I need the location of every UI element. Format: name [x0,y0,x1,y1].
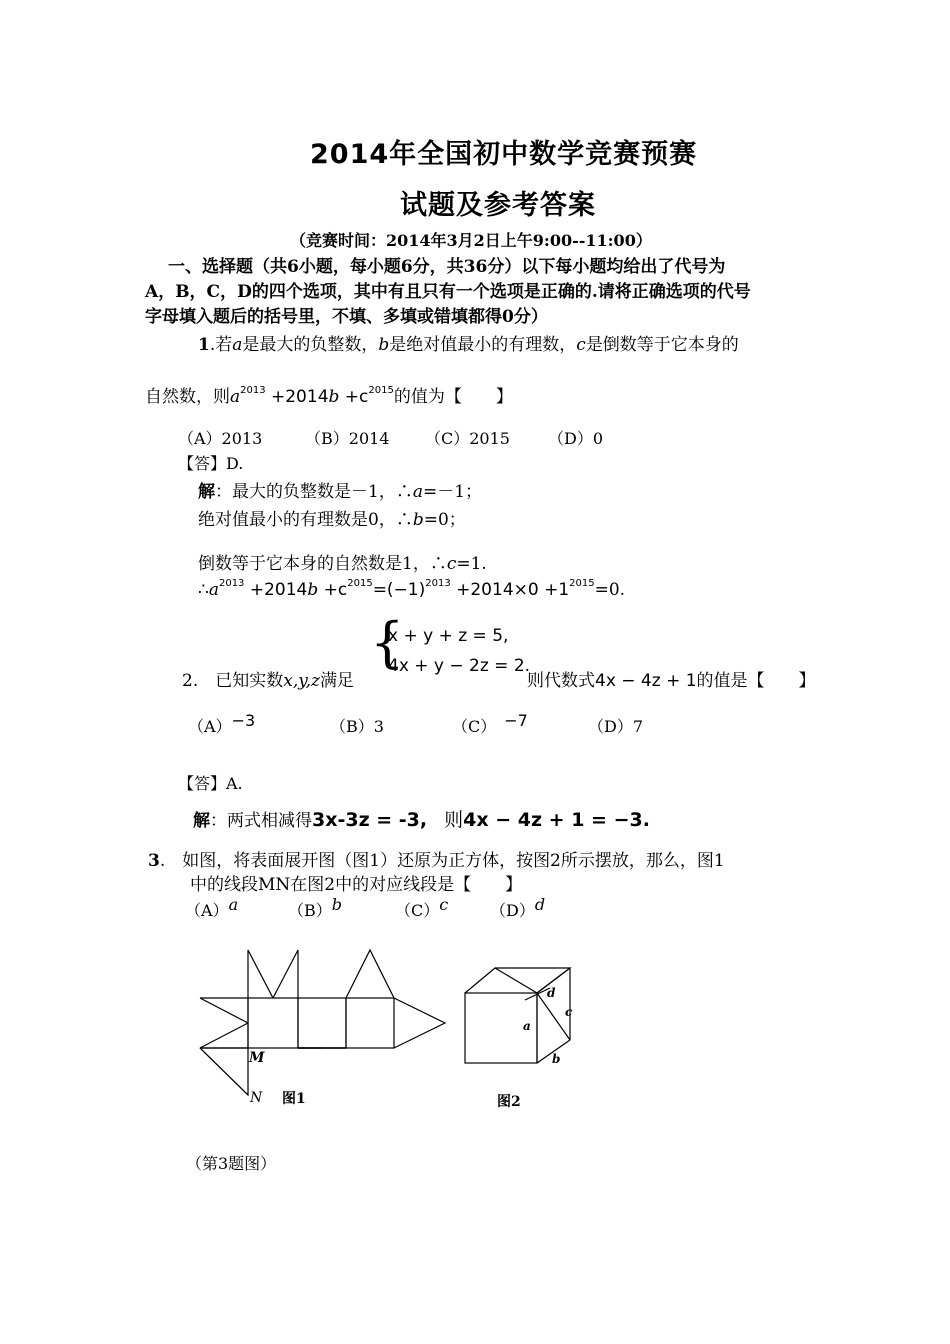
label-a: a [523,1019,531,1033]
system-brace: { [370,611,405,674]
label-n: N [250,1090,263,1106]
q1-option-a: （A）2013 [178,429,263,448]
exam-time: （竞赛时间：2014年3月2日上午9:00--11:00） [290,231,652,250]
label-m: M [249,1050,265,1066]
var-a: a [232,335,243,355]
var-c: c [576,335,586,355]
q2-option-b: （B）3 [330,717,384,736]
q1-solution-line4: $\therefore a^{2013} +2014b +c^{2015}=(-1)^{2013} +2014\times 0 +1^{2015}=0$. [198,578,626,600]
q3-stem-line1: 3. 如图，将表面展开图（图1）还原为正方体，按图2所示摆放，那么，图1 [148,851,725,871]
q1-number: 1 [198,335,210,355]
q1-answer: 【答】D. [178,454,244,473]
q2-solution: 解：两式相减得3x-3z = -3, 则4x − 4z + 1 = −3. [193,809,650,831]
figure-2-caption: 图2 [497,1094,521,1110]
q1-stem-line2: 自然数，则$a^{2013} +2014b +c^{2015}$的值为【 】 [145,385,513,407]
q2-option-a: （A）−3 [188,711,256,736]
q1-solution-line3: 倒数等于它本身的自然数是1，∴c=1. [198,554,487,574]
label-c: c [565,1005,573,1019]
segment-mn [200,1048,248,1095]
q3-option-b: （B）b [288,895,343,920]
q1-solution-line2: 绝对值最小的有理数是0，∴b=0； [198,510,466,530]
q1-option-d: （D）0 [548,429,604,448]
q1-solution-line1: 解：最大的负整数是－1，∴a=－1； [198,482,483,502]
label-d: d [547,986,556,1000]
page-title: 2014年全国初中数学竞赛预赛 [310,139,698,170]
q3-option-c: （C）c [395,895,449,920]
page-subtitle: 试题及参考答案 [400,190,596,221]
q3-number: 3 [148,851,160,871]
section-heading-line3: 字母填入题后的括号里，不填、多填或错填都得0分） [145,307,548,327]
q2-stem: 2. 已知实数x,y,z满足 [182,671,354,691]
q3-option-a: （A）a [185,895,239,920]
q1-expression: $a^{2013} +2014b +c^{2015}$ [230,385,394,407]
q2-option-c: （C） −7 [452,711,528,736]
var-b: b [378,335,390,355]
q2-answer: 【答】A. [178,774,243,793]
figure-1-net [190,940,460,1115]
figure-1-caption: 图1 [282,1091,306,1107]
q2-option-d: （D）7 [588,717,644,736]
label-b: b [552,1052,561,1066]
q1-option-c: （C）2015 [425,429,510,448]
q2-system-eq1: x + y + z = 5, [388,626,509,646]
q2-number: 2. [182,671,199,691]
section-heading-line2: A，B，C，D的四个选项，其中有且只有一个选项是正确的.请将正确选项的代号 [145,282,751,302]
q3-option-d: （D）d [490,895,546,920]
q1-option-b: （B）2014 [305,429,390,448]
q2-system-eq2: 4x + y − 2z = 2. [388,656,531,676]
q3-stem-line2: 中的线段MN在图2中的对应线段是【 】 [190,875,523,895]
figure-2-cube [455,960,585,1120]
section-heading-line1: 一、选择题（共6小题，每小题6分，共36分）以下每小题均给出了代号为 [168,257,726,277]
q1-stem-line1: 1.若a是最大的负整数，b是绝对值最小的有理数，c是倒数等于它本身的 [198,335,739,355]
q2-stem-tail: 则代数式4x − 4z + 1的值是【 】 [527,671,816,691]
figure-caption: （第3题图） [186,1154,277,1173]
